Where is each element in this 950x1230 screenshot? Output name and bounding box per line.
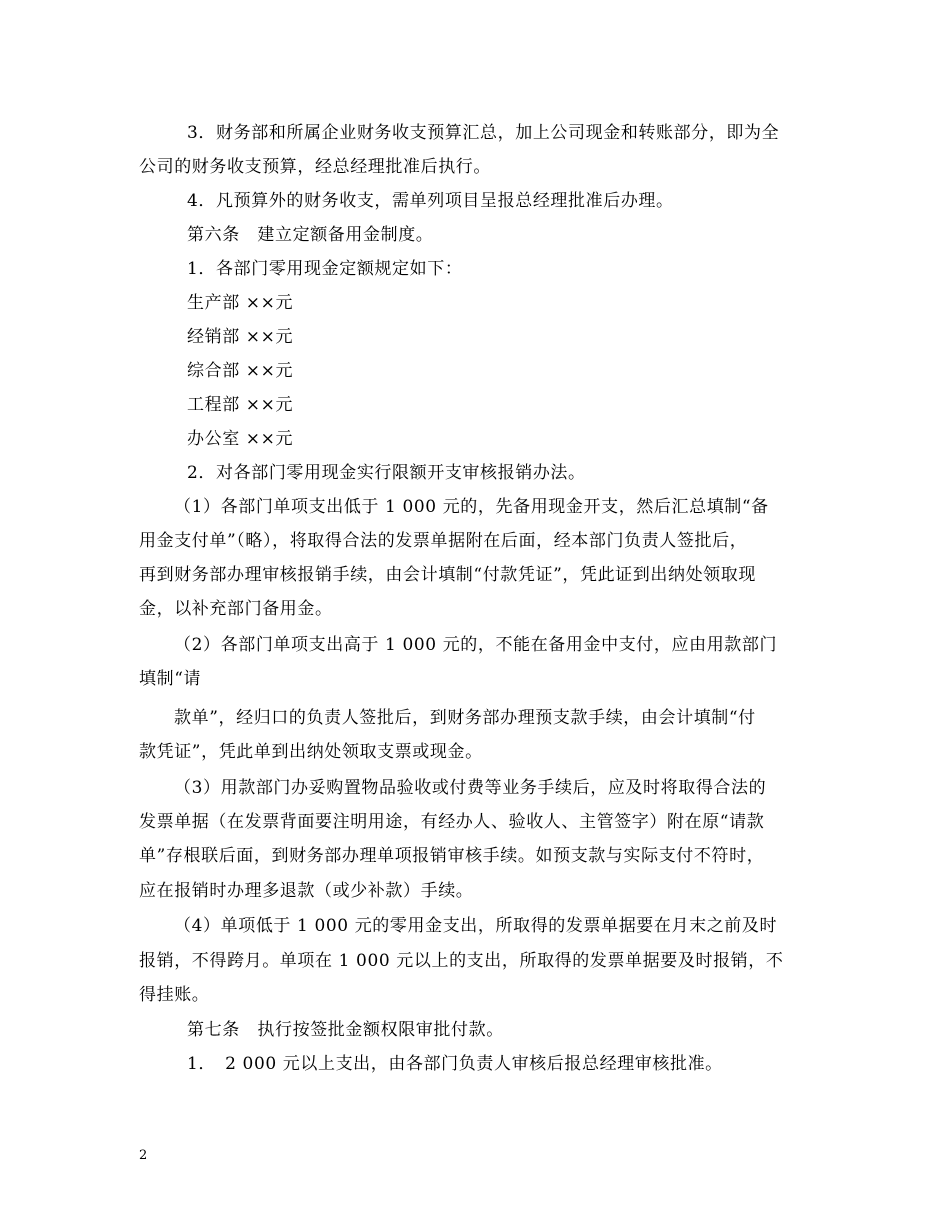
department-quota: 工程部 ××元 [187, 395, 294, 415]
text-line: 2．对各部门零用现金实行限额开支审核报销办法。 [187, 463, 586, 483]
text-line: 发票单据（在发票背面要注明用途，有经办人、验收人、主管签字）附在原“请款 [139, 812, 765, 832]
text-line: 得挂账。 [139, 985, 210, 1005]
text-line: 报销，不得跨月。单项在 1 000 元以上的支出，所取得的发票单据要及时报销，不 [139, 951, 784, 971]
text-line: 金，以补充部门备用金。 [139, 599, 333, 619]
text-line: 再到财务部办理审核报销手续，由会计填制“付款凭证”，凭此证到出纳处领取现 [139, 565, 756, 585]
text-line: （1）各部门单项支出低于 1 000 元的，先备用现金开支，然后汇总填制“备 [174, 497, 769, 517]
text-line: 款凭证”，凭此单到出纳处领取支票或现金。 [139, 742, 483, 762]
text-line: 款单”，经归口的负责人签批后，到财务部办理预支款手续，由会计填制“付 [174, 708, 756, 728]
department-quota: 综合部 ××元 [187, 361, 294, 381]
department-quota: 办公室 ××元 [187, 429, 294, 449]
section-heading: 第六条 建立定额备用金制度。 [187, 225, 434, 245]
text-line: （2）各部门单项支出高于 1 000 元的，不能在备用金中支付，应由用款部门 [174, 635, 778, 655]
text-line: 1． 2 000 元以上支出，由各部门负责人审核后报总经理审核批准。 [187, 1054, 723, 1074]
text-line: 3．财务部和所属企业财务收支预算汇总，加上公司现金和转账部分，即为全 [187, 123, 780, 143]
text-line: 填制“请 [139, 669, 202, 689]
text-line: 单”存根联后面，到财务部办理单项报销审核手续。如预支款与实际支付不符时， [139, 846, 765, 866]
page-number: 2 [139, 1148, 148, 1163]
section-heading: 第七条 执行按签批金额权限审批付款。 [187, 1020, 504, 1040]
department-quota: 生产部 ××元 [187, 293, 294, 313]
text-line: （3）用款部门办妥购置物品验收或付费等业务手续后，应及时将取得合法的 [174, 778, 767, 798]
text-line: （4）单项低于 1 000 元的零用金支出，所取得的发票单据要在月末之前及时 [174, 916, 778, 936]
text-line: 公司的财务收支预算，经总经理批准后执行。 [139, 157, 491, 177]
text-line: 1．各部门零用现金定额规定如下： [187, 259, 463, 279]
text-line: 应在报销时办理多退款（或少补款）手续。 [139, 881, 474, 901]
text-line: 用金支付单”（略），将取得合法的发票单据附在后面，经本部门负责人签批后， [139, 531, 748, 551]
department-quota: 经销部 ××元 [187, 327, 294, 347]
text-line: 4．凡预算外的财务收支，需单列项目呈报总经理批准后办理。 [187, 191, 674, 211]
